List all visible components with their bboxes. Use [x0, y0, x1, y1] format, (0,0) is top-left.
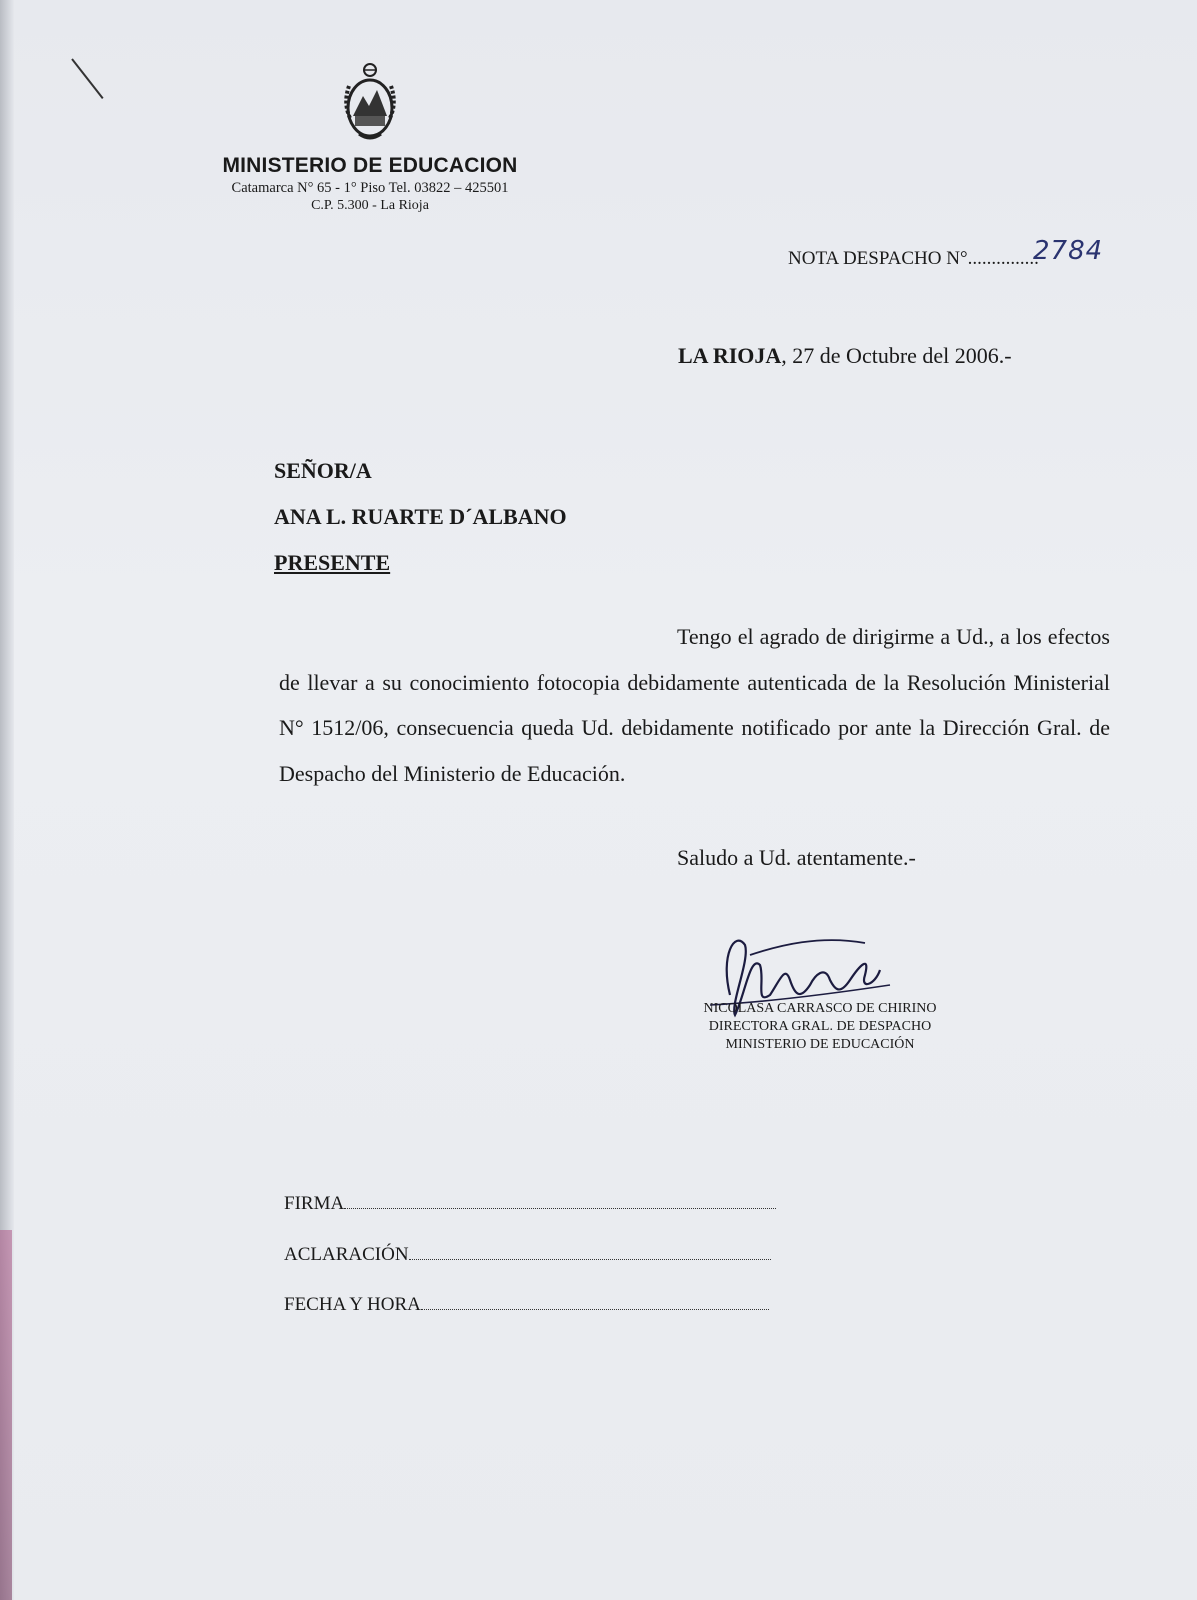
body-paragraph: Tengo el agrado de dirigirme a Ud., a los efectos de llevar a su conocimiento fotocopia debidamente autenticada de la Resolución Ministerial N° 1512/06, consecuencia queda Ud. debidamente notificado por ante la Dirección Gral. de Despacho del Ministerio de Educación. [279, 624, 1110, 786]
staple-mark [71, 58, 103, 99]
background-edge [0, 1230, 12, 1600]
signatory-title: DIRECTORA GRAL. DE DESPACHO [708, 1019, 932, 1034]
letter-body [279, 614, 1110, 796]
firma-line [344, 1204, 776, 1209]
ministry-name: MINISTERIO DE EDUCACION [222, 154, 518, 177]
fecha-hora-field [284, 1294, 769, 1316]
signatory-office: MINISTERIO DE EDUCACIÓN [725, 1037, 915, 1052]
nota-number: 2784 [1033, 236, 1104, 266]
recipient-block [274, 448, 567, 586]
nota-label: NOTA DESPACHO N° [788, 248, 968, 269]
ministry-address: Catamarca N° 65 - 1° Piso Tel. 03822 – 425501 [231, 180, 509, 196]
coat-of-arms-icon [335, 58, 405, 150]
fecha-hora-label: FECHA Y HORA [284, 1294, 421, 1315]
nota-despacho [788, 236, 1104, 270]
recipient-presente: PRESENTE [274, 550, 391, 575]
recipient-name: ANA L. RUARTE D´ALBANO [274, 504, 567, 529]
aclaracion-field [284, 1244, 771, 1266]
fecha-hora-line [421, 1305, 769, 1310]
nota-dots: ............... [967, 248, 1039, 269]
aclaracion-label: ACLARACIÓN [284, 1244, 409, 1265]
recipient-salutation: SEÑOR/A [274, 458, 372, 483]
date-text: , 27 de Octubre del 2006.- [781, 343, 1012, 368]
firma-field [284, 1193, 776, 1215]
firma-label: FIRMA [284, 1193, 345, 1214]
signatory-block [640, 1000, 1000, 1054]
aclaracion-line [409, 1255, 771, 1260]
letterhead [190, 58, 550, 214]
signatory-name: NICOLASA CARRASCO DE CHIRINO [703, 1001, 937, 1016]
letter-closing: Saludo a Ud. atentamente.- [677, 845, 916, 870]
letter-date [678, 343, 1012, 369]
date-city: LA RIOJA [678, 343, 782, 368]
ministry-postal: C.P. 5.300 - La Rioja [311, 198, 429, 213]
